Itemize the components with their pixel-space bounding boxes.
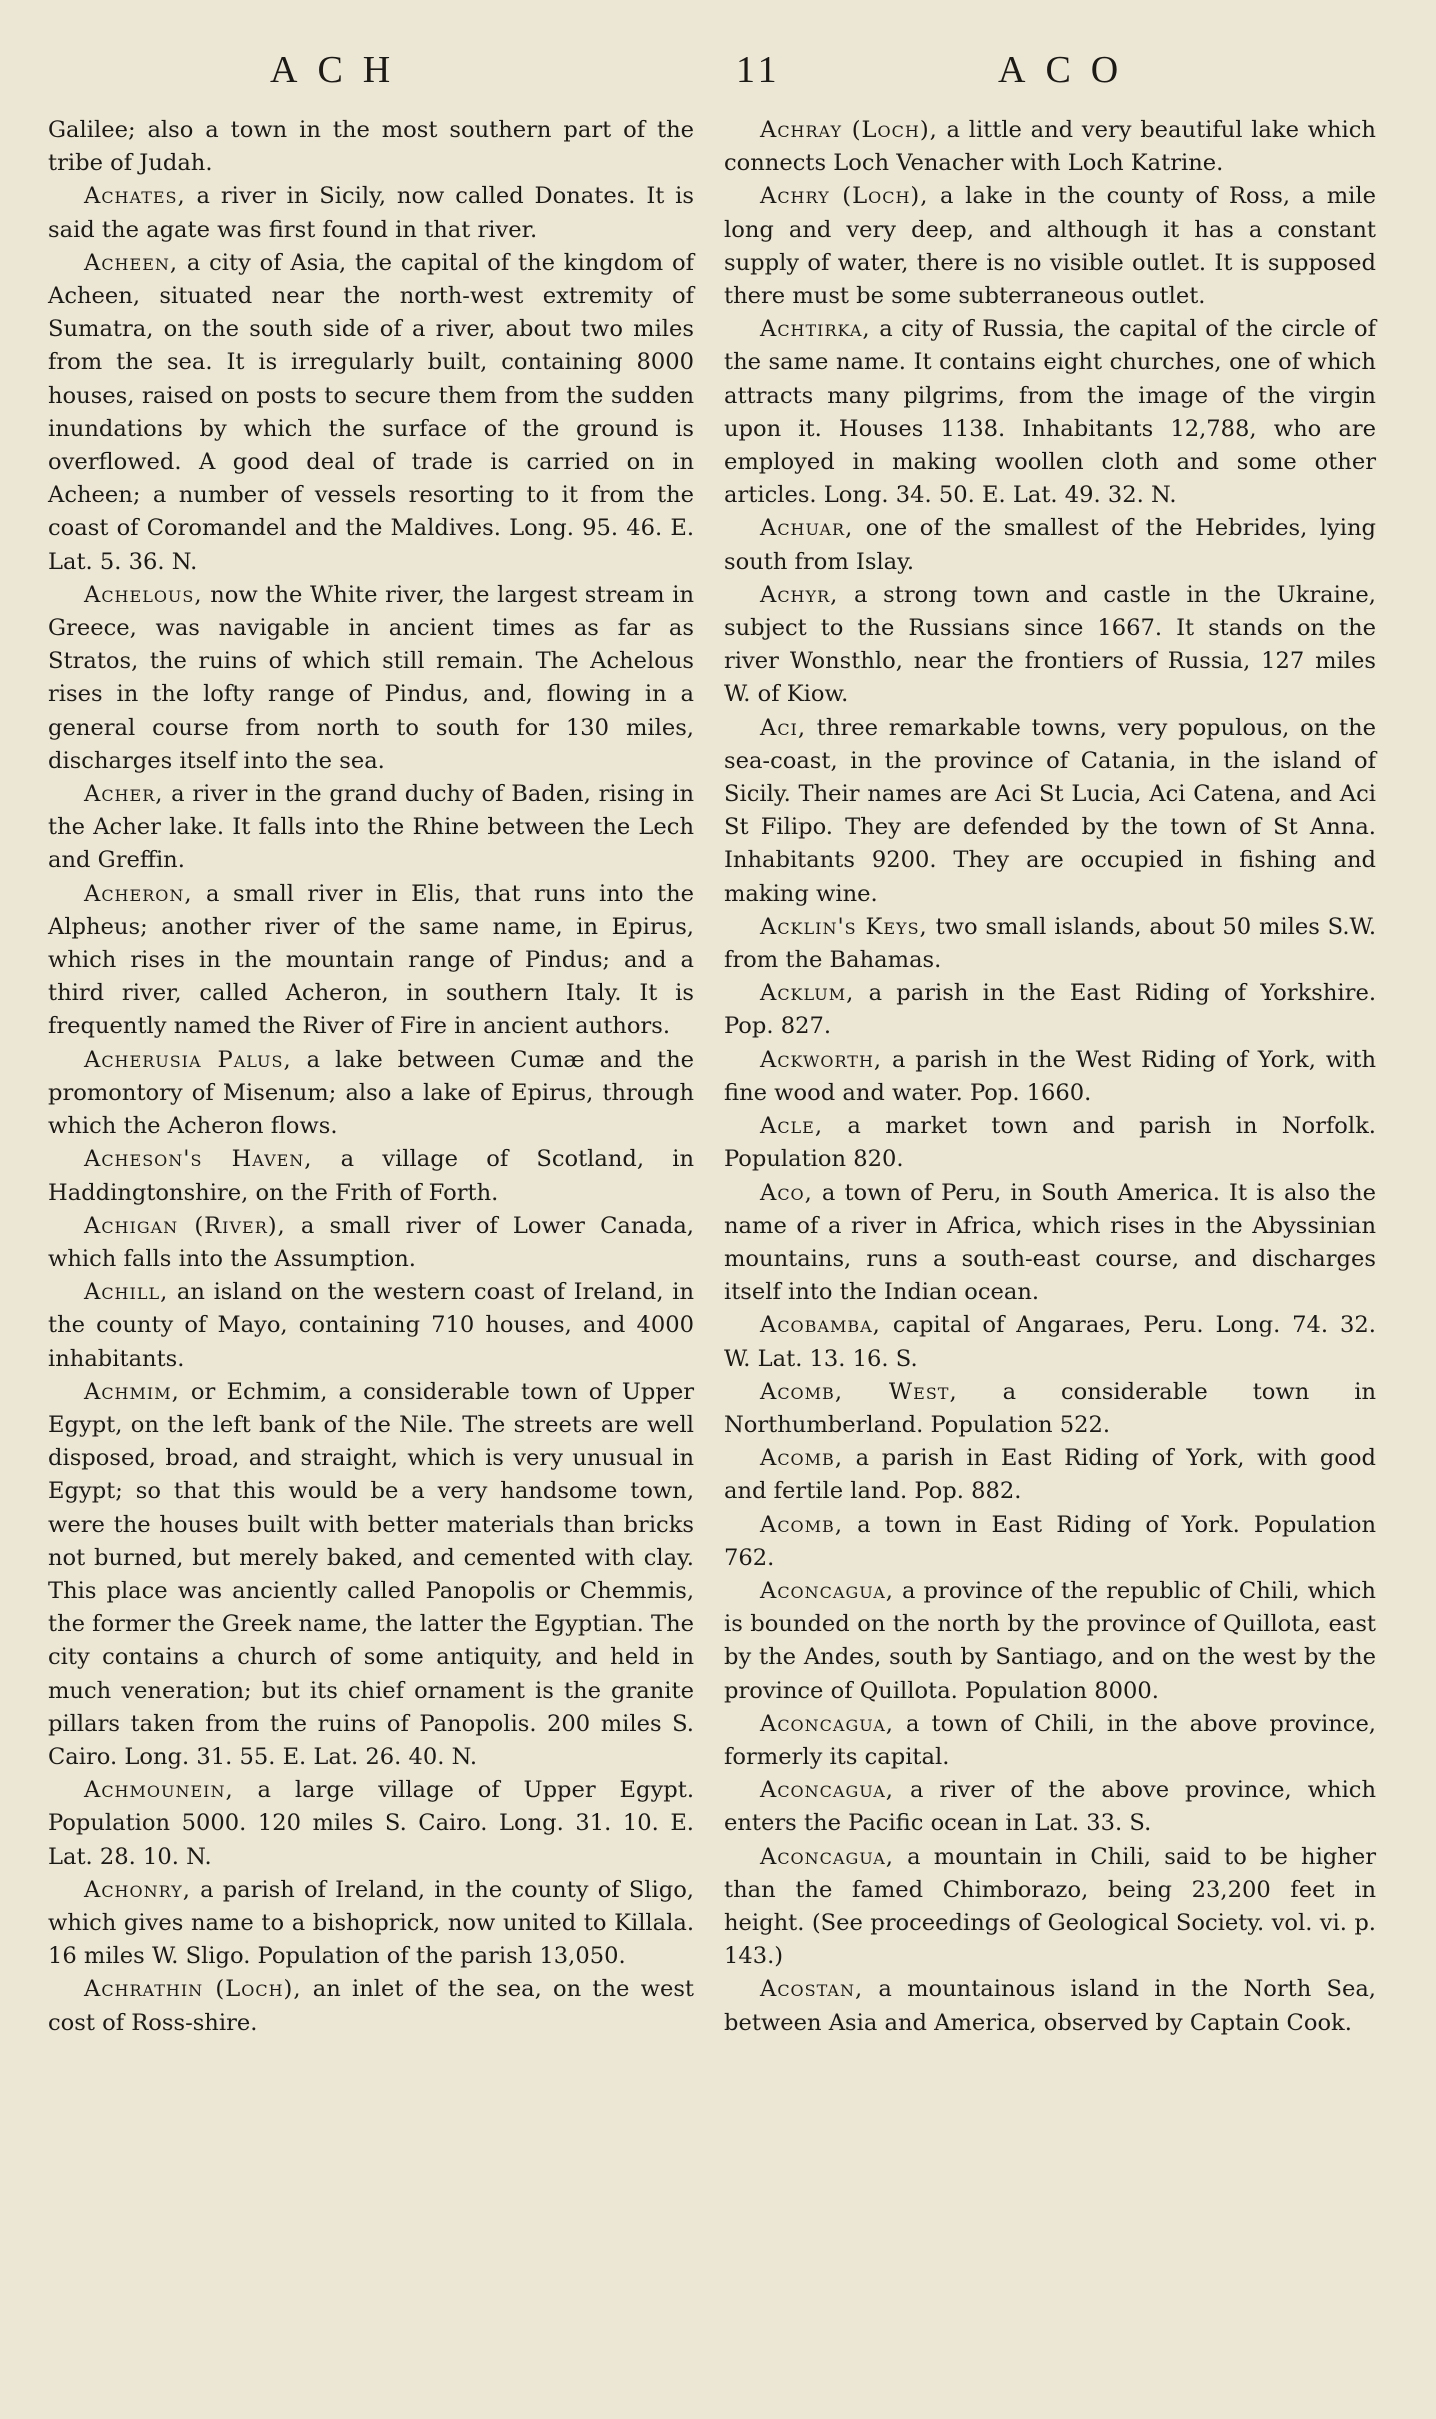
entry-text: capital of Angaraes, Peru. Long. 74. 32. W. Lat. 13. 16. S. bbox=[724, 1312, 1376, 1372]
entry-headword: Acomb, West, bbox=[760, 1378, 958, 1405]
dictionary-entry bbox=[724, 114, 1376, 180]
entry-text: a large village of Upper Egypt. Population 5000. 120 miles S. Cairo. Long. 31. 10. E. Lat. 28. 10. N. bbox=[48, 1777, 694, 1870]
dictionary-entry bbox=[724, 313, 1376, 512]
entry-text: a considerable town in Northumberland. Population 522. bbox=[724, 1378, 1376, 1438]
entry-text: a town of Peru, in South America. It is also the name of a river in Africa, which rises in the Abyssinian mountains, runs a south-east course, and discharges itself into the Indian ocean. bbox=[724, 1179, 1376, 1306]
dictionary-entry bbox=[724, 712, 1376, 911]
entry-text: a river of the above province, which enters the Pacific ocean in Lat. 33. S. bbox=[724, 1777, 1376, 1837]
dictionary-entry bbox=[724, 1973, 1376, 2039]
entry-headword: Acomb, bbox=[760, 1445, 843, 1472]
entry-text: a city of Russia, the capital of the circle of the same name. It contains eight churches, one of which attracts many pilgrims, from the image of the virgin upon it. Houses 1138. Inhabitants 12,788, who are employed in making woollen cloth and some other articles. Long. 34. 50. E. Lat. 49. 32. N. bbox=[724, 316, 1376, 509]
entry-text: now the White river, the largest stream in Greece, was navigable in ancient times as far as Stratos, the ruins of which still remain. The Achelous rises in the lofty range of Pindus, and, flowing in a general course from north to south for 130 miles, discharges itself into the sea. bbox=[48, 581, 694, 774]
entry-text: a mountainous island in the North Sea, between Asia and America, observed by Captain Cook. bbox=[724, 1976, 1376, 2036]
dictionary-entry bbox=[724, 512, 1376, 578]
dictionary-entry bbox=[724, 1177, 1376, 1310]
entry-text: a parish in the West Riding of York, with fine wood and water. Pop. 1660. bbox=[724, 1046, 1376, 1106]
dictionary-entry bbox=[48, 1044, 694, 1144]
dictionary-entry bbox=[48, 878, 694, 1044]
entry-headword: Acobamba, bbox=[760, 1312, 881, 1339]
dictionary-entry bbox=[48, 114, 694, 180]
entry-headword: Achmounein, bbox=[84, 1777, 234, 1804]
dictionary-entry bbox=[48, 1874, 694, 1974]
entry-text: a city of Asia, the capital of the kingdom of Acheen, situated near the north-west extremity of Sumatra, on the south side of a river, about two miles from the sea. It is irregularly built, containing 8000 houses, raised on posts to secure them from the sudden inundations by which the surface of the ground is overflowed. A good deal of trade is carried on in Acheen; a number of vessels resorting to it from the coast of Coromandel and the Maldives. Long. 95. 46. E. Lat. 5. 36. N. bbox=[48, 249, 694, 575]
dictionary-entry bbox=[48, 1276, 694, 1376]
left-column bbox=[48, 114, 694, 2040]
entry-text: two small islands, about 50 miles S.W. from the Bahamas. bbox=[724, 913, 1376, 974]
header-left-guideword: ACH bbox=[270, 49, 411, 91]
entry-headword: Acklum, bbox=[760, 980, 855, 1007]
dictionary-entry bbox=[724, 1841, 1376, 1974]
entry-text: one of the smallest of the Hebrides, lying south from Islay. bbox=[724, 515, 1376, 575]
right-column bbox=[724, 114, 1376, 2040]
entry-text: a river in Sicily, now called Donates. It is said the agate was first found in that river. bbox=[48, 183, 694, 243]
entry-headword: Achigan (River), bbox=[84, 1212, 286, 1239]
entry-text: a parish in East Riding of York, with good and fertile land. Pop. 882. bbox=[724, 1445, 1376, 1505]
entry-text: a parish of Ireland, in the county of Sligo, which gives name to a bishoprick, now united to Killala. 16 miles W. Sligo. Population of the parish 13,050. bbox=[48, 1876, 694, 1970]
entry-headword: Acostan, bbox=[760, 1976, 864, 2003]
entry-text: an inlet of the sea, on the west cost of Ross-shire. bbox=[48, 1976, 694, 2036]
entry-text: a province of the republic of Chili, which is bounded on the north by the province of Quillota, east by the Andes, south by Santiago, and on the west by the province of Quillota. Population 8000. bbox=[724, 1577, 1376, 1704]
entry-headword: Aci, bbox=[760, 714, 807, 741]
entry-text: an island on the western coast of Ireland, in the county of Mayo, containing 710 houses, and 4000 inhabitants. bbox=[48, 1279, 694, 1372]
entry-headword: Acherusia Palus, bbox=[84, 1046, 292, 1073]
entry-text: a parish in the East Riding of Yorkshire. Pop. 827. bbox=[724, 980, 1376, 1040]
entry-headword: Achelous, bbox=[84, 581, 203, 608]
entry-text: a lake in the county of Ross, a mile long and very deep, and although it has a constant supply of water, there is no visible outlet. It is supposed there must be some subterraneous outlet. bbox=[724, 183, 1376, 310]
dictionary-entry bbox=[48, 1376, 694, 1774]
entry-text: a small river in Elis, that runs into the Alpheus; another river of the same name, in Epirus, which rises in the mountain range of Pindus; and a third river, called Acheron, in southern Italy. It is frequently named the River of Fire in ancient authors. bbox=[48, 880, 694, 1040]
entry-headword: Ackworth, bbox=[760, 1046, 883, 1073]
dictionary-entry bbox=[48, 1973, 694, 2039]
entry-text: a town in East Riding of York. Population 762. bbox=[724, 1511, 1376, 1571]
entry-text: a market town and parish in Norfolk. Population 820. bbox=[724, 1113, 1376, 1173]
dictionary-entry bbox=[48, 247, 694, 579]
entry-text: a strong town and castle in the Ukraine, subject to the Russians since 1667. It stands on the river Wonsthlo, near the frontiers of Russia, 127 miles W. of Kiow. bbox=[724, 581, 1376, 708]
dictionary-entry bbox=[48, 180, 694, 246]
entry-headword: Acle, bbox=[760, 1113, 824, 1140]
entry-text: a river in the grand duchy of Baden, rising in the Acher lake. It falls into the Rhine between the Lech and Greffin. bbox=[48, 781, 694, 874]
entry-headword: Achmim, bbox=[84, 1378, 180, 1405]
dictionary-entry bbox=[724, 1774, 1376, 1840]
entry-headword: Aconcagua, bbox=[760, 1777, 894, 1804]
dictionary-entry bbox=[724, 1110, 1376, 1176]
entry-headword: Aconcagua, bbox=[760, 1843, 894, 1870]
entry-text: three remarkable towns, very populous, on the sea-coast, in the province of Catania, in the island of Sicily. Their names are Aci St Lucia, Aci Catena, and Aci St Filipo. They are defended by the town of St Anna. Inhabitants 9200. They are occupied in fishing and making wine. bbox=[724, 714, 1376, 907]
dictionary-entry bbox=[724, 911, 1376, 977]
dictionary-entry bbox=[48, 1774, 694, 1874]
entry-headword: Aco, bbox=[760, 1179, 813, 1206]
dictionary-entry bbox=[48, 778, 694, 878]
dictionary-entry bbox=[48, 1143, 694, 1209]
dictionary-entry bbox=[724, 1442, 1376, 1508]
entry-headword: Aconcagua, bbox=[760, 1710, 894, 1737]
page-number: 11 bbox=[736, 49, 781, 91]
dictionary-entry bbox=[724, 1044, 1376, 1110]
entry-text: a little and very beautiful lake which connects Loch Venacher with Loch Katrine. bbox=[724, 117, 1376, 177]
entry-headword: Achry (Loch), bbox=[760, 183, 929, 210]
entry-headword: Aconcagua, bbox=[760, 1577, 894, 1604]
entry-headword: Acheen, bbox=[84, 249, 179, 276]
dictionary-entry bbox=[724, 180, 1376, 313]
dictionary-entry bbox=[724, 1708, 1376, 1774]
entry-text: a village of Scotland, in Haddingtonshire, on the Frith of Forth. bbox=[48, 1146, 694, 1206]
entry-headword: Achray (Loch), bbox=[760, 117, 938, 143]
dictionary-entry bbox=[724, 1509, 1376, 1575]
dictionary-entry bbox=[724, 1575, 1376, 1708]
dictionary-entry bbox=[724, 1309, 1376, 1375]
entry-headword: Acheron, bbox=[84, 880, 193, 907]
entry-text: Galilee; also a town in the most southern part of the tribe of Judah. bbox=[48, 117, 694, 177]
entry-headword: Acklin's Keys, bbox=[760, 913, 928, 940]
entry-headword: Achates, bbox=[84, 183, 186, 210]
entry-headword: Achill, bbox=[84, 1279, 169, 1306]
entry-text: or Echmim, a considerable town of Upper Egypt, on the left bank of the Nile. The streets are well disposed, broad, and straight, which is very unusual in Egypt; so that this would be a very handsome town, were the houses built with better materials than bricks not burned, but merely baked, and cemented with clay. This place was anciently called Panopolis or Chemmis, the former the Greek name, the latter the Egyptian. The city contains a church of some antiquity, and held in much veneration; but its chief ornament is the granite pillars taken from the ruins of Panopolis. 200 miles S. Cairo. Long. 31. 55. E. Lat. 26. 40. N. bbox=[48, 1378, 694, 1770]
entry-text: a lake between Cumæ and the promontory of Misenum; also a lake of Epirus, through which the Acheron flows. bbox=[48, 1046, 695, 1140]
entry-headword: Acheson's Haven, bbox=[84, 1146, 313, 1173]
entry-headword: Achrathin (Loch), bbox=[84, 1976, 302, 2003]
entry-text: a town of Chili, in the above province, formerly its capital. bbox=[724, 1710, 1376, 1770]
entry-text: a small river of Lower Canada, which falls into the Assumption. bbox=[48, 1212, 694, 1272]
entry-headword: Acher, bbox=[84, 781, 164, 808]
running-header bbox=[48, 48, 1402, 108]
header-right-guideword: ACO bbox=[998, 49, 1139, 91]
entry-headword: Achyr, bbox=[760, 581, 839, 608]
dictionary-entry bbox=[48, 1210, 694, 1276]
entry-headword: Achonry, bbox=[84, 1876, 191, 1903]
entry-headword: Acomb, bbox=[760, 1511, 843, 1538]
dictionary-entry bbox=[724, 1376, 1376, 1442]
dictionary-entry bbox=[724, 977, 1376, 1043]
entry-headword: Achuar, bbox=[760, 515, 854, 542]
entry-text: a mountain in Chili, said to be higher than the famed Chimborazo, being 23,200 feet in height. (See proceedings of Geological Society. vol. vi. p. 143.) bbox=[724, 1843, 1376, 1970]
dictionary-entry bbox=[48, 579, 694, 778]
entry-headword: Achtirka, bbox=[760, 316, 871, 343]
dictionary-entry bbox=[724, 579, 1376, 712]
